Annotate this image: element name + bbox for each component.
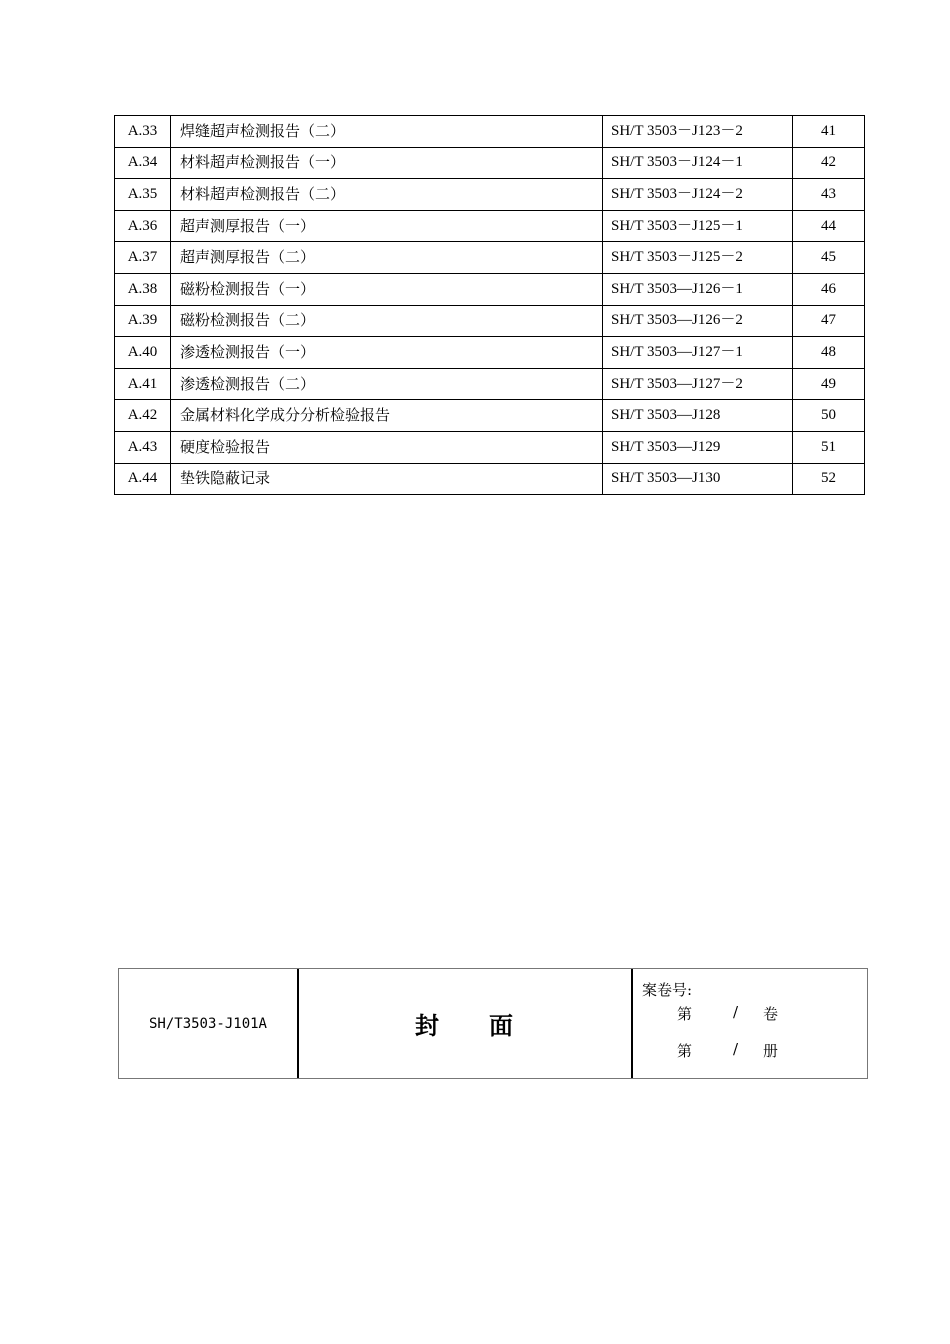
row-page: 49 [793,368,865,400]
row-title: 材料超声检测报告（一） [171,147,603,179]
row-page: 42 [793,147,865,179]
row-title: 磁粉检测报告（一） [171,273,603,305]
row-title: 焊缝超声检测报告（二） [171,116,603,148]
row-title: 垫铁隐蔽记录 [171,463,603,495]
row-code: SH/T 3503—J127－2 [603,368,793,400]
row-number: A.41 [115,368,171,400]
row-code: SH/T 3503－J123－2 [603,116,793,148]
row-code: SH/T 3503—J129 [603,431,793,463]
row-code: SH/T 3503－J125－2 [603,242,793,274]
row-page: 41 [793,116,865,148]
row-code: SH/T 3503—J130 [603,463,793,495]
table-row [115,463,865,495]
row-title: 超声测厚报告（二） [171,242,603,274]
book-slash: / [733,1040,739,1058]
row-page: 52 [793,463,865,495]
table-row [115,368,865,400]
toc-table [114,115,865,495]
book-prefix: 第 [677,1042,693,1060]
table-row [115,147,865,179]
row-number: A.44 [115,463,171,495]
cover-header-box [118,968,868,1079]
row-title: 渗透检测报告（二） [171,368,603,400]
row-code: SH/T 3503－J124－2 [603,179,793,211]
row-number: A.34 [115,147,171,179]
row-code: SH/T 3503—J126－1 [603,273,793,305]
row-title: 金属材料化学成分分析检验报告 [171,400,603,432]
row-number: A.37 [115,242,171,274]
table-row [115,431,865,463]
row-number: A.39 [115,305,171,337]
row-page: 43 [793,179,865,211]
row-code: SH/T 3503—J126－2 [603,305,793,337]
row-code: SH/T 3503—J128 [603,400,793,432]
table-row [115,242,865,274]
row-page: 47 [793,305,865,337]
cover-form-code: SH/T3503-J101A [119,969,299,1078]
row-page: 50 [793,400,865,432]
cover-title-char-2: 面 [489,1012,515,1040]
row-number: A.36 [115,210,171,242]
table-row [115,337,865,369]
row-number: A.33 [115,116,171,148]
volume-prefix: 第 [677,1005,693,1023]
row-title: 超声测厚报告（一） [171,210,603,242]
table-row [115,210,865,242]
row-number: A.38 [115,273,171,305]
row-number: A.43 [115,431,171,463]
archive-number-label: 案卷号: [642,981,693,999]
cover-title [299,969,633,1078]
row-title: 材料超声检测报告（二） [171,179,603,211]
row-code: SH/T 3503—J127－1 [603,337,793,369]
volume-slash: / [733,1003,739,1021]
book-line [677,1040,778,1061]
cover-title-char-1: 封 [415,1012,441,1040]
row-page: 44 [793,210,865,242]
table-row [115,400,865,432]
row-title: 渗透检测报告（一） [171,337,603,369]
row-number: A.35 [115,179,171,211]
book-suffix: 册 [763,1042,779,1060]
archive-info [633,969,867,1078]
row-code: SH/T 3503－J124－1 [603,147,793,179]
row-number: A.40 [115,337,171,369]
row-page: 46 [793,273,865,305]
row-title: 磁粉检测报告（二） [171,305,603,337]
table-row [115,273,865,305]
table-row [115,305,865,337]
row-number: A.42 [115,400,171,432]
table-row [115,116,865,148]
volume-line [677,1003,778,1024]
row-code: SH/T 3503－J125－1 [603,210,793,242]
row-page: 51 [793,431,865,463]
row-page: 48 [793,337,865,369]
row-page: 45 [793,242,865,274]
row-title: 硬度检验报告 [171,431,603,463]
volume-suffix: 卷 [763,1005,779,1023]
table-row [115,179,865,211]
